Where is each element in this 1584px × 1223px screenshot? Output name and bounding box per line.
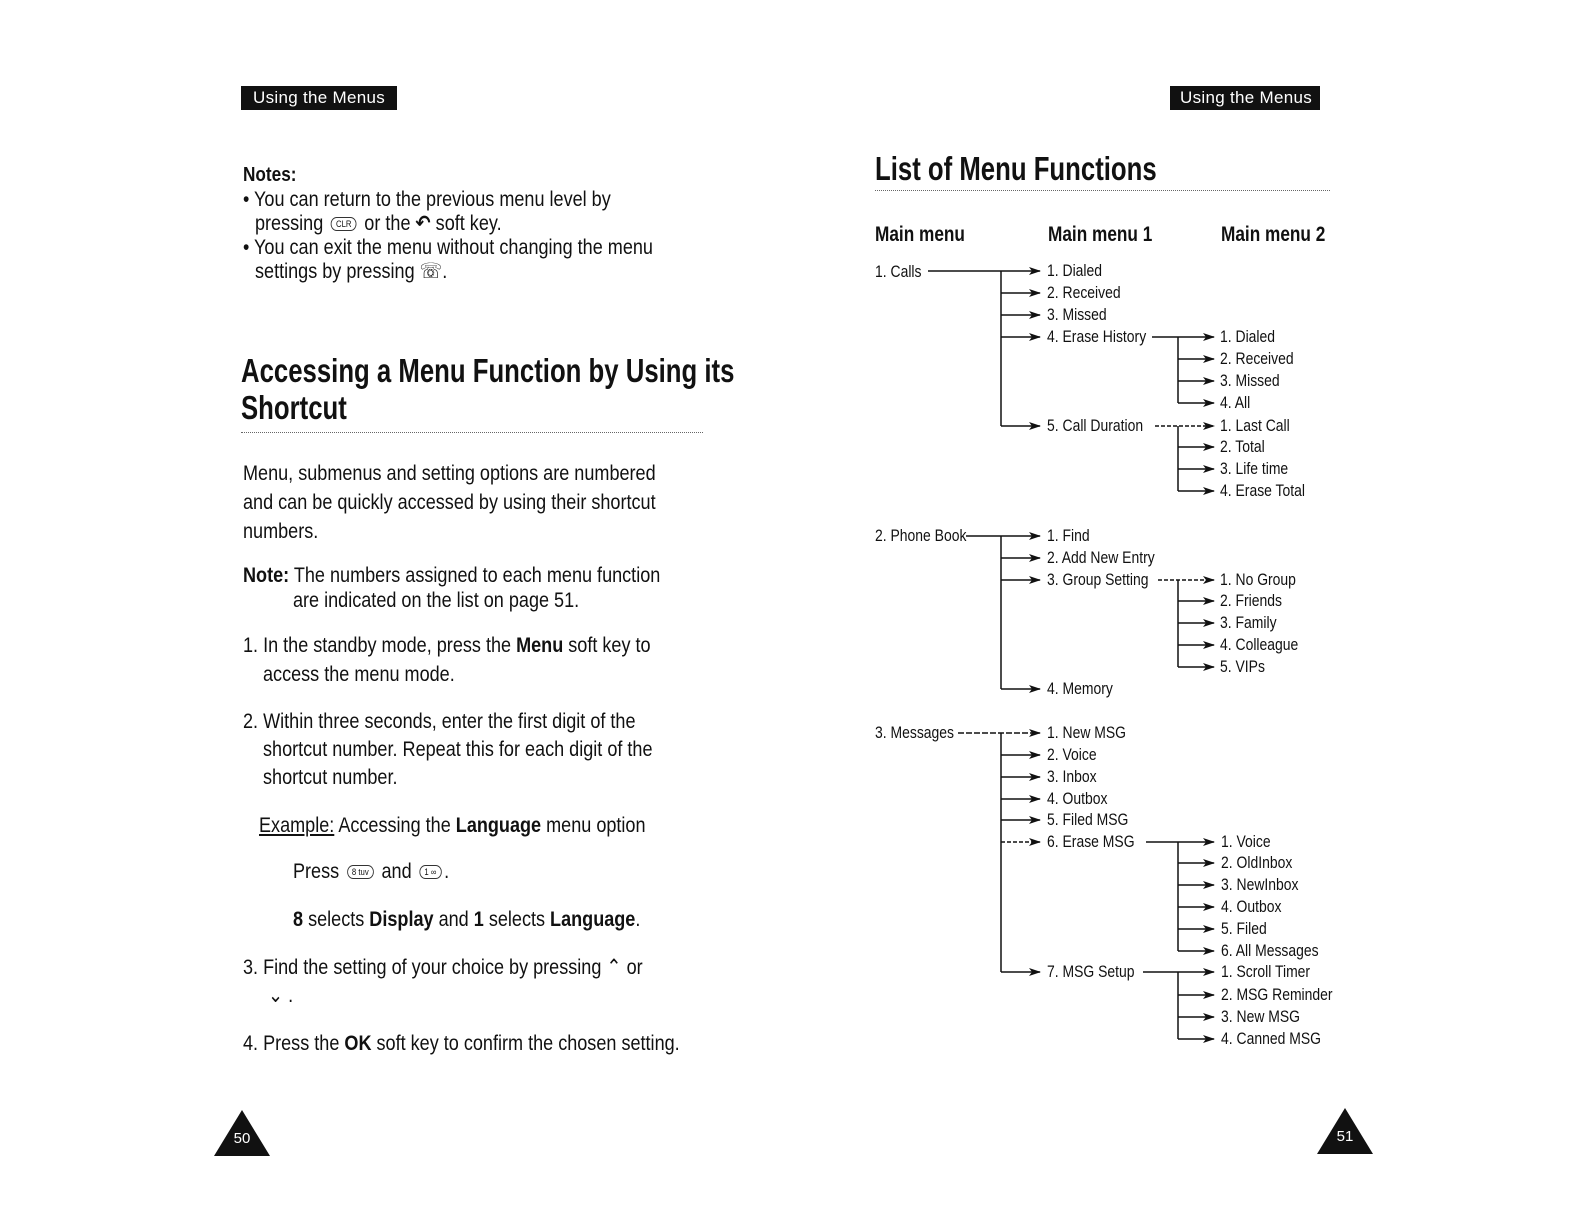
call-duration-item: 2. Total: [1220, 437, 1265, 456]
messages-item: 7. MSG Setup: [1047, 962, 1135, 981]
calls-item: 4. Erase History: [1047, 327, 1147, 346]
key-1-icon: 1 ∞: [419, 865, 441, 879]
call-duration-item: 4. Erase Total: [1220, 481, 1305, 500]
page-title: List of Menu Functions: [875, 150, 1157, 187]
group-setting-item: 3. Family: [1220, 613, 1277, 632]
step-3: 3. Find the setting of your choice by pressing ⌃ or: [243, 956, 643, 979]
call-duration-item: 1. Last Call: [1220, 416, 1290, 435]
notes-bullet-2: • You can exit the menu without changing the menu: [243, 236, 653, 259]
intro-line-1: Menu, submenus and setting options are numbered: [243, 462, 656, 485]
phonebook-item: 3. Group Setting: [1047, 570, 1149, 589]
key-8-icon: 8 tuv: [347, 865, 374, 879]
heading-accessing: Accessing a Menu Function by Using its: [241, 352, 735, 389]
col-main-menu-1: Main menu 1: [1048, 223, 1153, 246]
erase-history-item: 1. Dialed: [1220, 327, 1276, 346]
intro-line-3: numbers.: [243, 520, 319, 543]
calls-item: 3. Missed: [1047, 305, 1107, 324]
erase-msg-item: 6. All Messages: [1221, 941, 1319, 960]
group-setting-item: 1. No Group: [1220, 570, 1296, 589]
calls-item: 2. Received: [1047, 283, 1121, 302]
call-duration-item: 3. Life time: [1220, 459, 1289, 478]
heading-shortcut: Shortcut: [241, 389, 347, 426]
col-main-menu: Main menu: [875, 223, 965, 246]
erase-msg-item: 4. Outbox: [1221, 897, 1282, 916]
section-tab-left: Using the Menus: [241, 86, 397, 110]
notes-title: Notes:: [243, 164, 297, 186]
col-main-menu-2: Main menu 2: [1221, 223, 1326, 246]
example-line: Example: Accessing the Language menu option: [259, 814, 646, 837]
phonebook-item: 4. Memory: [1047, 679, 1113, 698]
msg-setup-item: 1. Scroll Timer: [1221, 962, 1311, 981]
step-2: 2. Within three seconds, enter the first digit of the: [243, 710, 636, 733]
erase-history-item: 2. Received: [1220, 349, 1294, 368]
step-1: 1. In the standby mode, press the Menu soft key to: [243, 634, 651, 657]
step-1-cont: access the menu mode.: [263, 663, 455, 686]
end-key-icon: ☏: [419, 260, 443, 283]
calls-item: 5. Call Duration: [1047, 416, 1144, 435]
note-paragraph-cont: are indicated on the list on page 51.: [293, 589, 580, 612]
phonebook-item: 2. Add New Entry: [1047, 548, 1155, 567]
menu-messages: 3. Messages: [875, 723, 955, 742]
group-setting-item: 2. Friends: [1220, 591, 1282, 610]
messages-item: 3. Inbox: [1047, 767, 1097, 786]
step-4: 4. Press the OK soft key to confirm the chosen setting.: [243, 1032, 680, 1055]
erase-msg-item: 5. Filed: [1221, 919, 1267, 938]
messages-item: 5. Filed MSG: [1047, 810, 1129, 829]
page-number-left: 50: [214, 1110, 270, 1156]
selects-line: 8 selects Display and 1 selects Language.: [293, 908, 641, 931]
page-number-right: 51: [1317, 1108, 1373, 1154]
erase-msg-item: 3. NewInbox: [1221, 875, 1299, 894]
msg-setup-item: 4. Canned MSG: [1221, 1029, 1321, 1048]
erase-msg-item: 2. OldInbox: [1221, 853, 1293, 872]
nav-down-icon: ⌄: [268, 984, 284, 1007]
step-3-cont: ⌄ .: [268, 984, 294, 1007]
clr-key-icon: CLR: [331, 217, 357, 231]
menu-phone-book: 2. Phone Book: [875, 526, 967, 545]
notes-bullet-1: • You can return to the previous menu level by: [243, 188, 611, 211]
phonebook-item: 1. Find: [1047, 526, 1090, 545]
erase-msg-item: 1. Voice: [1221, 832, 1271, 851]
msg-setup-item: 3. New MSG: [1221, 1007, 1301, 1026]
messages-item: 2. Voice: [1047, 745, 1097, 764]
erase-history-item: 4. All: [1220, 393, 1251, 412]
messages-item: 6. Erase MSG: [1047, 832, 1135, 851]
menu-calls: 1. Calls: [875, 262, 922, 281]
msg-setup-item: 2. MSG Reminder: [1221, 985, 1333, 1004]
messages-item: 4. Outbox: [1047, 789, 1108, 808]
press-line: Press 8 tuv and 1 ∞ .: [293, 860, 450, 883]
step-2-cont-2: shortcut number.: [263, 766, 398, 789]
group-setting-item: 4. Colleague: [1220, 635, 1299, 654]
messages-item: 1. New MSG: [1047, 723, 1127, 742]
erase-history-item: 3. Missed: [1220, 371, 1280, 390]
back-arrow-icon: ↶: [415, 212, 431, 235]
nav-up-icon: ⌃: [606, 956, 622, 979]
calls-item: 1. Dialed: [1047, 261, 1103, 280]
step-2-cont-1: shortcut number. Repeat this for each digit of the: [263, 738, 653, 761]
intro-line-2: and can be quickly accessed by using their shortcut: [243, 491, 656, 514]
notes-bullet-1-cont: pressing CLR or the ↶ soft key.: [255, 212, 502, 235]
section-tab-right: Using the Menus: [1170, 86, 1320, 110]
notes-bullet-2-cont: settings by pressing ☏.: [255, 260, 448, 283]
group-setting-item: 5. VIPs: [1220, 657, 1265, 676]
note-paragraph: Note: The numbers assigned to each menu function: [243, 564, 661, 587]
